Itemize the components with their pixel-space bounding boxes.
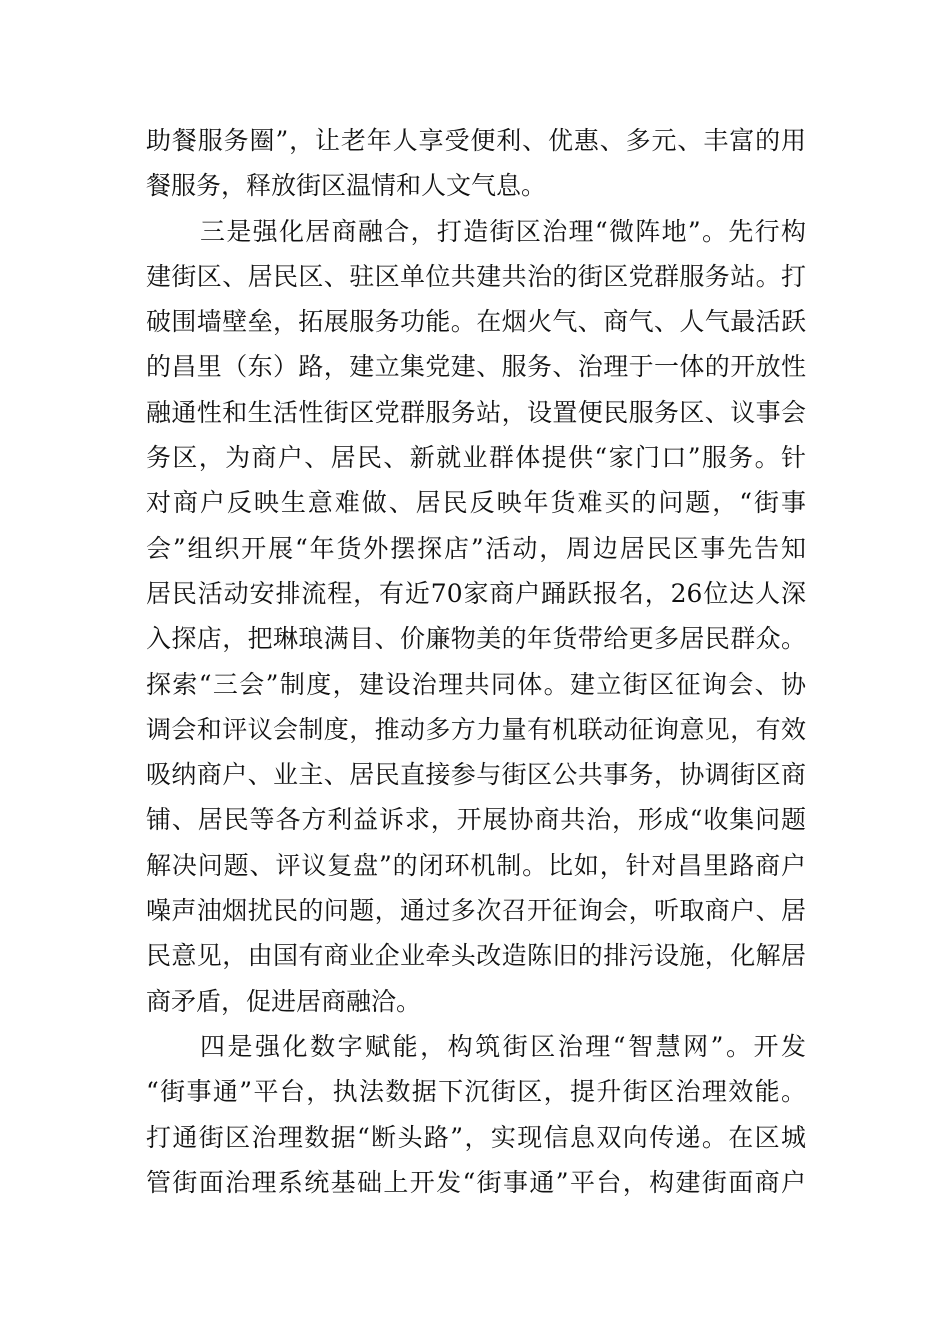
text-line: 铺、居民等各方利益诉求，开展协商共治，形成“收集问题 <box>146 805 806 835</box>
text-line: 解决问题、评议复盘”的闭环机制。比如，针对昌里路商户 <box>146 850 806 880</box>
text-line: “街事通”平台，执法数据下沉街区，提升街区治理效能。 <box>146 1077 806 1107</box>
text-line: 吸纳商户、业主、居民直接参与街区公共事务，协调街区商 <box>146 760 806 790</box>
text-line: 建街区、居民区、驻区单位共建共治的街区党群服务站。打 <box>146 261 806 291</box>
text-line: 噪声油烟扰民的问题，通过多次召开征询会，听取商户、居 <box>146 896 806 926</box>
text-line: 入探店，把琳琅满目、价廉物美的年货带给更多居民群众。 <box>146 624 806 654</box>
text-line: 管街面治理系统基础上开发“街事通”平台，构建街面商户 <box>146 1167 806 1197</box>
text-line: 打通街区治理数据“断头路”，实现信息双向传递。在区城 <box>146 1122 806 1152</box>
text-line: 对商户反映生意难做、居民反映年货难买的问题，“街事 <box>146 488 806 518</box>
text-line: 务区，为商户、居民、新就业群体提供“家门口”服务。针 <box>146 443 806 473</box>
text-line: 商矛盾，促进居商融洽。 <box>146 986 422 1016</box>
text-line: 破围墙壁垒，拓展服务功能。在烟火气、商气、人气最活跃 <box>146 307 806 337</box>
document-body <box>146 118 806 1205</box>
text-line: 三是强化居商融合，打造街区治理“微阵地”。先行构 <box>200 216 806 246</box>
text-line: 融通性和生活性街区党群服务站，设置便民服务区、议事会 <box>146 397 806 427</box>
text-line: 民意见，由国有商业企业牵头改造陈旧的排污设施，化解居 <box>146 941 806 971</box>
text-line: 探索“三会”制度，建设治理共同体。建立街区征询会、协 <box>146 669 806 699</box>
text-line: 助餐服务圈”，让老年人享受便利、优惠、多元、丰富的用 <box>146 126 806 155</box>
text-line: 居民活动安排流程，有近70家商户踊跃报名，26位达人深 <box>146 578 806 608</box>
text-line: 会”组织开展“年货外摆探店”活动，周边居民区事先告知 <box>146 533 806 563</box>
text-line: 四是强化数字赋能，构筑街区治理“智慧网”。开发 <box>200 1031 806 1061</box>
text-line: 调会和评议会制度，推动多方力量有机联动征询意见，有效 <box>146 714 806 744</box>
text-line: 餐服务，释放街区温情和人文气息。 <box>146 171 547 201</box>
text-line: 的昌里（东）路，建立集党建、服务、治理于一体的开放性 <box>146 352 806 382</box>
